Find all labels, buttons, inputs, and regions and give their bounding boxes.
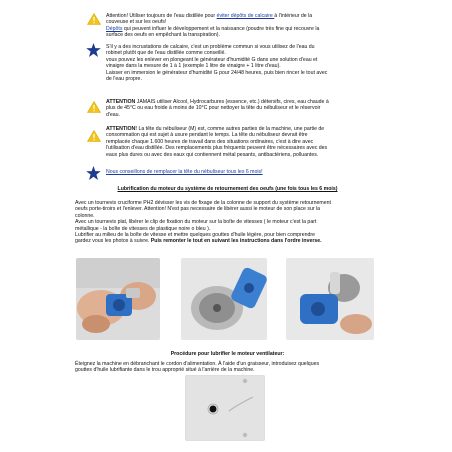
limescale-removal-note (106, 44, 396, 82)
warning-text: plus de 45°C ou eau froide à moins de 10°C pour nettoyer la tête du nébuliseur et le réservoir (106, 105, 321, 112)
warning-label: ATTENTION (106, 99, 136, 105)
section-body (75, 200, 395, 245)
section-title-text: Procédure pour lubrifier le moteur ventilateur: (170, 351, 285, 357)
instruction-line: Éteignez la machine en débranchant le cordon d'alimentation. À l'aide d'un graisseur, introduisez quelques (75, 361, 320, 367)
motor-photo-hands (76, 258, 160, 340)
motor-photo-top (181, 258, 267, 340)
note-line: vous pouvez les enlever en plongeant le générateur d'humidité G dans une solution d'eau et (106, 56, 318, 63)
section-title-text: Lubrification du moteur du système de retournement des oeufs (une fois tous les 6 mois) (117, 186, 338, 192)
warning-text: à l'intérieur de la (274, 13, 313, 19)
section-title (60, 186, 395, 192)
note-line: de l'eau propre. (106, 76, 142, 83)
replacement-advice (106, 169, 396, 175)
instruction-line: Lubrifier au milieu de la boîte de vitesse et mettre quelques gouttes d'huile légère, pour bien comprendre (75, 232, 316, 239)
instruction-line: métallique - la boîte de vitesses de plastique noire o bleu ). (75, 225, 211, 232)
warning-text: l'utilisation d'eau distillée. Des remplacements plus fréquents peuvent être nécessaires avec des (106, 145, 328, 152)
section-body (75, 361, 395, 374)
warning-text: JAMAIS utiliser Alcool, Hydrocarbures (essence, etc.) détersifs, cires, eau chaude à (135, 99, 329, 105)
warning-note-distilled-water (106, 13, 396, 39)
warning-text: consommation qui est sujet à usure pendant le temps. La tête du nébuliseur devrait être (106, 132, 308, 139)
deposits-link[interactable]: Dépôts (106, 25, 123, 32)
instruction-emphasis: Puis remonter le tout en suivant les instructions dans l'ordre inverse. (150, 238, 322, 245)
warning-triangle-icon (87, 101, 101, 113)
instruction-line: Avec un tournevis plat, libérer le clip de fixation du moteur sur la boîte de vitesses ( le moteur c'est la part (75, 219, 317, 226)
note-line: robinet plutôt que de l'eau distillée comme conseillé. (106, 50, 226, 57)
note-line: Laisser en immersion le générateur d'humidité G pour 24/48 heures, puis bien rincer le tout avec (106, 69, 328, 76)
instruction-line: colonne. (75, 212, 95, 219)
cleaning-warning (106, 99, 396, 118)
warning-triangle-icon (87, 13, 101, 25)
replacement-advice-link[interactable]: Nous conseillons de remplacer la tête du nébuliseur tous les 6 mois! (106, 169, 263, 175)
blue-star-icon (86, 43, 101, 57)
instruction-line: oeufs porte-tiroirs et l'enlever. Attention! N'est pas necessaire de libérer aussi le moteur de son place sur la (75, 206, 321, 213)
warning-text: surface des oeufs en empêchant la transpiration). (106, 32, 220, 39)
fan-lubrication-photo (185, 375, 265, 441)
nebulizer-wear-warning (106, 126, 396, 158)
limescale-link[interactable]: éviter dépôts de calcaire (216, 13, 275, 19)
instruction-line: gouttes d'huile lubrifiante dans le trou approprié situé à l'arrière de la machine. (75, 367, 255, 374)
motor-photo-lubricate (286, 258, 374, 340)
warning-text: La tête du nébuliseur (M) est, comme autres parties de la machine, une partie de (137, 126, 325, 132)
note-line: vinaigre dans la mesure de 1 à 1 (exemple 1 litre de vinaigre + 1 litre d'eau). (106, 63, 281, 70)
instruction-line: Avec un tournevis cruciforme PH2 dévisser les vis de fixage de la colonne de support du système retournement (75, 200, 331, 206)
warning-text: qui peuvent influer le développement et la naissance (poudre très fine qui recouvre la (122, 25, 320, 32)
note-line: S'il y a des incrustations de calcaire, c'est un problème commun si vous utilisez de l'eau du (106, 44, 315, 50)
instruction-line: gardez vous les photos à suivre. (75, 238, 151, 245)
warning-text: couveuse et sur les oeufs! (106, 19, 167, 26)
warning-text: eaux plus dures ou avec des eaux qui contiennent métal pesants, antibactériens, polluantes. (106, 151, 319, 158)
section-title (60, 351, 395, 357)
warning-text: d'eau. (106, 111, 120, 118)
warning-text: Attention! Utiliser toujours de l'eau distillée pour (106, 13, 217, 19)
warning-triangle-icon (87, 130, 101, 142)
blue-star-icon (86, 166, 101, 180)
warning-text: remplacée chaque 1.600 heures de travail dans des situations ordinaires, c'est à dire avec (106, 138, 314, 145)
warning-label: ATTENTION! (106, 126, 138, 132)
